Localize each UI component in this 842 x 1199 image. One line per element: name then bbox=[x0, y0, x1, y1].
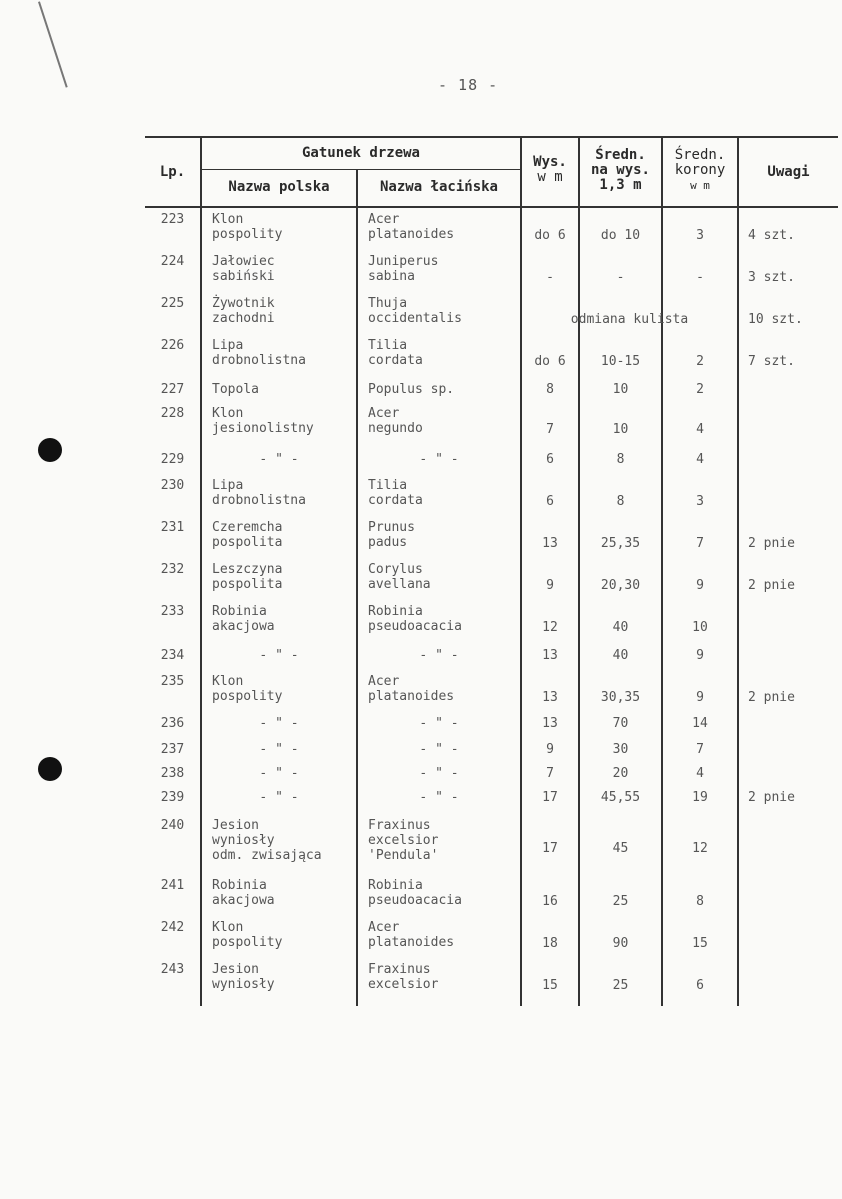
row-srednica-korony: 4 bbox=[696, 422, 704, 437]
row-wysokosc: do 6 bbox=[534, 354, 566, 369]
row-uwagi: 10 szt. bbox=[748, 312, 803, 327]
header-lp: Lp. bbox=[159, 164, 186, 180]
row-lp: 242 bbox=[160, 920, 185, 935]
row-nazwa-lacinska: - " - bbox=[419, 648, 459, 663]
column-divider bbox=[737, 136, 739, 1006]
row-nazwa-polska: jesionolistny bbox=[212, 421, 314, 436]
row-nazwa-polska: pospolity bbox=[212, 689, 283, 704]
header-nazwa-lacinska: Nazwa łacińska bbox=[379, 179, 498, 195]
row-nazwa-lacinska: cordata bbox=[368, 353, 423, 368]
row-srednica-korony: 7 bbox=[696, 742, 704, 757]
row-nazwa-polska: pospolita bbox=[212, 535, 283, 550]
row-lp: 240 bbox=[160, 818, 185, 833]
row-wysokosc: 6 bbox=[546, 494, 554, 509]
row-nazwa-polska: Robinia bbox=[212, 604, 267, 619]
row-nazwa-polska: Lipa bbox=[212, 338, 244, 353]
row-srednica: 70 bbox=[612, 716, 629, 731]
row-srednica: 25 bbox=[612, 894, 629, 909]
row-nazwa-lacinska: negundo bbox=[368, 421, 423, 436]
row-nazwa-polska: - " - bbox=[259, 648, 299, 663]
row-lp: 227 bbox=[160, 382, 185, 397]
row-wysokosc: 13 bbox=[542, 536, 558, 551]
header-wys: Wys. w m bbox=[533, 154, 567, 185]
row-srednica: 30 bbox=[612, 742, 629, 757]
row-wysokosc: 13 bbox=[542, 648, 558, 663]
row-nazwa-lacinska: Juniperus bbox=[368, 254, 439, 269]
row-lp: 228 bbox=[160, 406, 185, 421]
row-srednica: 10-15 bbox=[600, 354, 641, 369]
row-srednica: 25 bbox=[612, 978, 629, 993]
row-lp: 229 bbox=[160, 452, 185, 467]
row-nazwa-polska: Żywotnik bbox=[212, 296, 275, 311]
row-srednica: do 10 bbox=[600, 228, 641, 243]
row-nazwa-lacinska: Robinia bbox=[368, 878, 423, 893]
row-lp: 236 bbox=[160, 716, 185, 731]
row-lp: 239 bbox=[160, 790, 185, 805]
row-nazwa-polska: pospolity bbox=[212, 227, 283, 242]
row-srednica: 8 bbox=[616, 452, 625, 467]
row-nazwa-lacinska: - " - bbox=[419, 742, 459, 757]
row-wysokosc: 15 bbox=[542, 978, 558, 993]
row-lp: 233 bbox=[160, 604, 185, 619]
column-divider bbox=[200, 136, 202, 1006]
row-srednica-korony: 9 bbox=[696, 648, 704, 663]
row-nazwa-polska: Klon bbox=[212, 212, 244, 227]
row-nazwa-polska: Klon bbox=[212, 406, 244, 421]
row-lp: 237 bbox=[160, 742, 185, 757]
row-nazwa-polska: drobnolistna bbox=[212, 493, 306, 508]
row-nazwa-lacinska: - " - bbox=[419, 790, 459, 805]
row-lp: 232 bbox=[160, 562, 185, 577]
row-nazwa-lacinska: occidentalis bbox=[368, 311, 462, 326]
row-nazwa-polska: - " - bbox=[259, 790, 299, 805]
row-wysokosc: 16 bbox=[542, 894, 558, 909]
row-wysokosc: 6 bbox=[546, 452, 554, 467]
header-nazwa-polska: Nazwa polska bbox=[228, 179, 330, 195]
row-srednica-korony: 4 bbox=[696, 766, 704, 781]
row-wysokosc: 13 bbox=[542, 690, 558, 705]
row-srednica-korony: 15 bbox=[692, 936, 708, 951]
row-nazwa-polska: Klon bbox=[212, 920, 244, 935]
row-nazwa-lacinska: Robinia bbox=[368, 604, 423, 619]
row-uwagi: 2 pnie bbox=[748, 536, 795, 551]
row-srednica-korony: 12 bbox=[692, 841, 708, 856]
row-lp: 224 bbox=[160, 254, 185, 269]
row-lp: 243 bbox=[160, 962, 185, 977]
row-wysokosc: 9 bbox=[546, 742, 554, 757]
row-srednica-korony: 9 bbox=[696, 578, 704, 593]
row-nazwa-polska: Topola bbox=[212, 382, 259, 397]
row-srednica: 45 bbox=[612, 841, 629, 856]
row-nazwa-lacinska: excelsior bbox=[368, 833, 439, 848]
row-srednica: 8 bbox=[616, 494, 625, 509]
row-uwagi: 2 pnie bbox=[748, 690, 795, 705]
row-wysokosc: 13 bbox=[542, 716, 558, 731]
row-srednica-korony: - bbox=[696, 270, 704, 285]
row-nazwa-lacinska: excelsior bbox=[368, 977, 439, 992]
row-lp: 223 bbox=[160, 212, 185, 227]
row-wysokosc: 17 bbox=[542, 790, 558, 805]
row-wysokosc: 9 bbox=[546, 578, 554, 593]
row-srednica-korony: 3 bbox=[696, 494, 704, 509]
row-wysokosc: 7 bbox=[546, 766, 554, 781]
row-lp: 241 bbox=[160, 878, 185, 893]
row-nazwa-lacinska: Prunus bbox=[368, 520, 415, 535]
row-nazwa-polska: sabiński bbox=[212, 269, 275, 284]
row-nazwa-lacinska: Populus sp. bbox=[368, 382, 455, 397]
row-wysokosc: 7 bbox=[546, 422, 554, 437]
row-srednica-korony: 10 bbox=[692, 620, 708, 635]
row-nazwa-polska: Robinia bbox=[212, 878, 267, 893]
row-srednica: 10 bbox=[612, 382, 629, 397]
row-nazwa-lacinska: Acer bbox=[368, 406, 400, 421]
row-nazwa-lacinska: 'Pendula' bbox=[368, 848, 439, 863]
table-top-border bbox=[145, 136, 838, 138]
row-lp: 234 bbox=[160, 648, 185, 663]
row-nazwa-lacinska: avellana bbox=[368, 577, 431, 592]
row-nazwa-polska: odm. zwisająca bbox=[212, 848, 322, 863]
row-srednica-korony: 2 bbox=[696, 354, 704, 369]
row-srednica: 40 bbox=[612, 648, 629, 663]
row-srednica: 25,35 bbox=[600, 536, 641, 551]
row-nazwa-polska: Leszczyna bbox=[212, 562, 283, 577]
header-gatunek: Gatunek drzewa bbox=[301, 145, 420, 161]
row-wysokosc: 12 bbox=[542, 620, 558, 635]
row-nazwa-lacinska: sabina bbox=[368, 269, 415, 284]
row-nazwa-lacinska: Corylus bbox=[368, 562, 423, 577]
row-nazwa-lacinska: Acer bbox=[368, 212, 400, 227]
row-nazwa-polska: zachodni bbox=[212, 311, 275, 326]
row-srednica: 30,35 bbox=[600, 690, 641, 705]
row-nazwa-lacinska: padus bbox=[368, 535, 408, 550]
row-lp: 226 bbox=[160, 338, 185, 353]
row-lp: 235 bbox=[160, 674, 185, 689]
row-note-span: odmiana kulista bbox=[570, 312, 689, 327]
header-srednica: Średn. na wys. 1,3 m bbox=[590, 147, 650, 193]
row-srednica: 20,30 bbox=[600, 578, 641, 593]
row-srednica-korony: 19 bbox=[692, 790, 708, 805]
row-srednica: 90 bbox=[612, 936, 629, 951]
column-divider bbox=[356, 169, 358, 1006]
row-uwagi: 2 pnie bbox=[748, 578, 795, 593]
paper-mark bbox=[38, 1, 68, 87]
column-divider bbox=[520, 136, 522, 1006]
punch-hole bbox=[38, 438, 62, 462]
row-nazwa-lacinska: platanoides bbox=[368, 935, 455, 950]
row-nazwa-lacinska: Fraxinus bbox=[368, 962, 431, 977]
row-nazwa-lacinska: - " - bbox=[419, 766, 459, 781]
row-wysokosc: 17 bbox=[542, 841, 558, 856]
row-uwagi: 7 szt. bbox=[748, 354, 795, 369]
row-uwagi: 4 szt. bbox=[748, 228, 795, 243]
row-srednica: - bbox=[616, 270, 625, 285]
row-nazwa-polska: Czeremcha bbox=[212, 520, 283, 535]
row-srednica-korony: 2 bbox=[696, 382, 704, 397]
row-srednica: 45,55 bbox=[600, 790, 641, 805]
row-nazwa-lacinska: - " - bbox=[419, 716, 459, 731]
row-uwagi: 2 pnie bbox=[748, 790, 795, 805]
row-nazwa-polska: pospolita bbox=[212, 577, 283, 592]
row-nazwa-polska: Klon bbox=[212, 674, 244, 689]
row-srednica: 40 bbox=[612, 620, 629, 635]
row-nazwa-polska: akacjowa bbox=[212, 893, 275, 908]
row-nazwa-polska: - " - bbox=[259, 716, 299, 731]
row-srednica-korony: 9 bbox=[696, 690, 704, 705]
header-divider bbox=[200, 169, 520, 170]
row-nazwa-lacinska: Tilia bbox=[368, 478, 408, 493]
row-srednica: 10 bbox=[612, 422, 629, 437]
row-wysokosc: 18 bbox=[542, 936, 558, 951]
row-lp: 225 bbox=[160, 296, 185, 311]
row-srednica-korony: 3 bbox=[696, 228, 704, 243]
row-nazwa-polska: wyniosły bbox=[212, 833, 275, 848]
header-korony: Średn. korony w m bbox=[674, 147, 726, 192]
row-nazwa-lacinska: Thuja bbox=[368, 296, 408, 311]
row-nazwa-lacinska: platanoides bbox=[368, 689, 455, 704]
row-nazwa-polska: Jałowiec bbox=[212, 254, 275, 269]
row-nazwa-lacinska: Acer bbox=[368, 674, 400, 689]
column-divider bbox=[578, 136, 580, 1006]
column-divider bbox=[661, 136, 663, 1006]
row-lp: 231 bbox=[160, 520, 185, 535]
row-srednica-korony: 4 bbox=[696, 452, 704, 467]
punch-hole bbox=[38, 757, 62, 781]
header-bottom-border bbox=[145, 206, 838, 208]
row-nazwa-polska: pospolity bbox=[212, 935, 283, 950]
row-srednica-korony: 8 bbox=[696, 894, 704, 909]
row-srednica: 20 bbox=[612, 766, 629, 781]
row-nazwa-polska: drobnolistna bbox=[212, 353, 306, 368]
row-nazwa-lacinska: Tilia bbox=[368, 338, 408, 353]
row-nazwa-polska: wyniosły bbox=[212, 977, 275, 992]
row-nazwa-lacinska: cordata bbox=[368, 493, 423, 508]
row-nazwa-lacinska: pseudoacacia bbox=[368, 893, 462, 908]
row-nazwa-lacinska: pseudoacacia bbox=[368, 619, 462, 634]
page-number: - 18 - bbox=[438, 76, 499, 94]
row-nazwa-lacinska: Acer bbox=[368, 920, 400, 935]
row-wysokosc: 8 bbox=[546, 382, 554, 397]
row-srednica-korony: 6 bbox=[696, 978, 704, 993]
row-uwagi: 3 szt. bbox=[748, 270, 795, 285]
row-srednica-korony: 14 bbox=[692, 716, 708, 731]
row-nazwa-lacinska: platanoides bbox=[368, 227, 455, 242]
row-nazwa-polska: Jesion bbox=[212, 818, 259, 833]
header-uwagi: Uwagi bbox=[767, 164, 810, 180]
row-nazwa-polska: akacjowa bbox=[212, 619, 275, 634]
row-nazwa-lacinska: - " - bbox=[419, 452, 459, 467]
row-nazwa-polska: Jesion bbox=[212, 962, 259, 977]
row-wysokosc: do 6 bbox=[534, 228, 566, 243]
row-nazwa-polska: Lipa bbox=[212, 478, 244, 493]
row-wysokosc: - bbox=[546, 270, 554, 285]
row-nazwa-polska: - " - bbox=[259, 766, 299, 781]
row-lp: 230 bbox=[160, 478, 185, 493]
row-nazwa-lacinska: Fraxinus bbox=[368, 818, 431, 833]
row-srednica-korony: 7 bbox=[696, 536, 704, 551]
row-nazwa-polska: - " - bbox=[259, 742, 299, 757]
row-lp: 238 bbox=[160, 766, 185, 781]
row-nazwa-polska: - " - bbox=[259, 452, 299, 467]
